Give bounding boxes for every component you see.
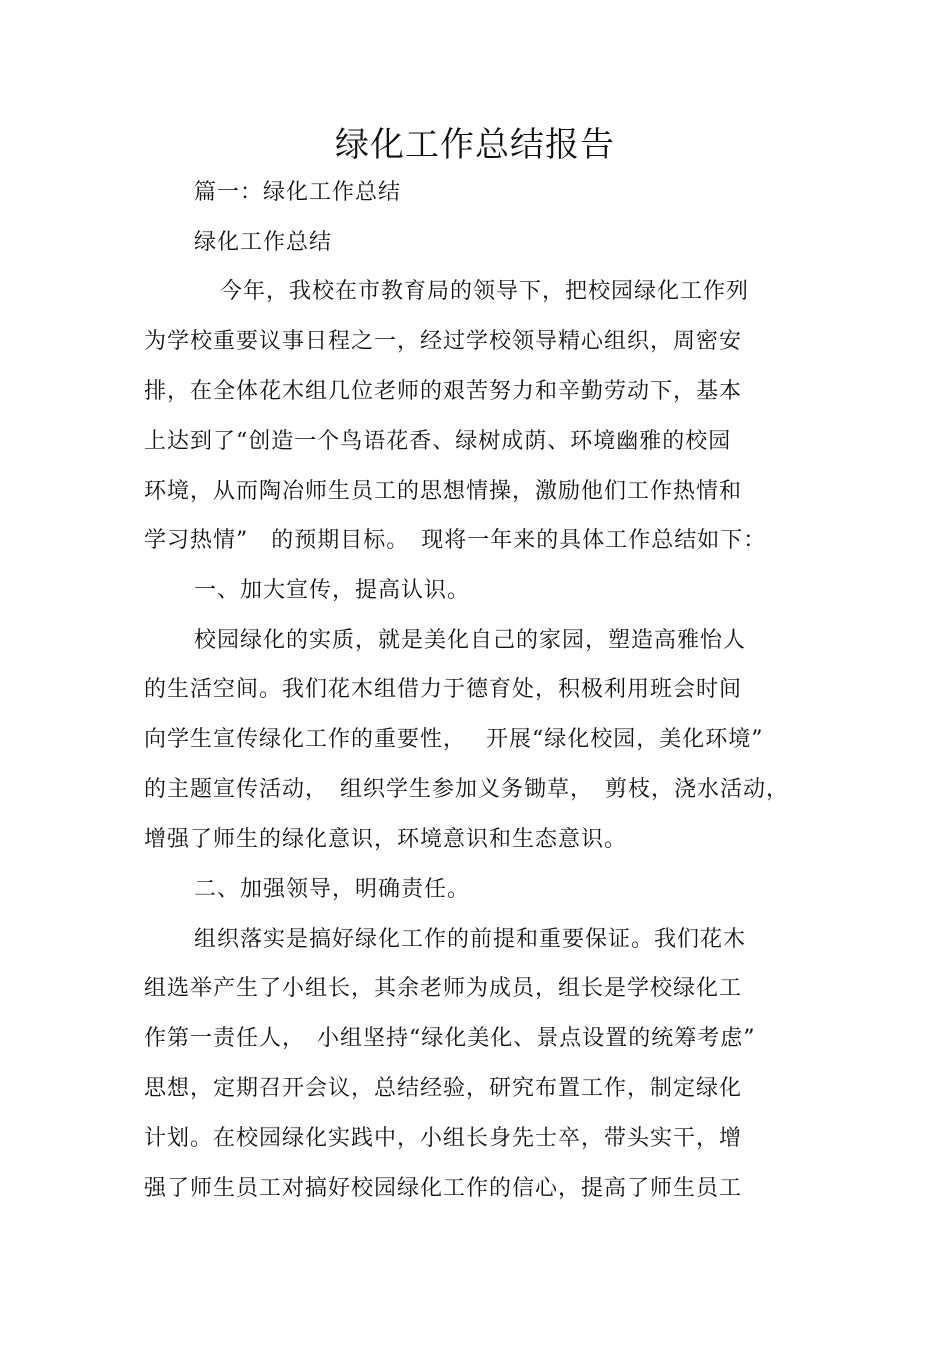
paragraph-line: 的主题宣传活动， 组织学生参加义务锄草， 剪枝，浇水活动， bbox=[144, 777, 790, 802]
paragraph-line: 的生活空间。我们花木组借力于德育处，积极利用班会时间 bbox=[144, 677, 743, 702]
paragraph-line: 学习热情” 的预期目标。 现将一年来的具体工作总结如下： bbox=[144, 528, 767, 553]
paragraph-line: 组选举产生了小组长，其余老师为成员，组长是学校绿化工 bbox=[144, 976, 743, 1001]
paragraph-line: 排，在全体花木组几位老师的艰苦努力和辛勤劳动下，基本 bbox=[144, 379, 743, 404]
paragraph-line: 增强了师生的绿化意识，环境意识和生态意识。 bbox=[144, 827, 628, 852]
paragraph-line: 向学生宣传绿化工作的重要性， 开展“绿化校园，美化环境” bbox=[144, 727, 764, 752]
paragraph-line: 校园绿化的实质，就是美化自己的家园，塑造高雅怡人 bbox=[194, 628, 747, 653]
paragraph-line: 思想，定期召开会议，总结经验，研究布置工作，制定绿化 bbox=[144, 1076, 743, 1101]
paragraph-line: 为学校重要议事日程之一，经过学校领导精心组织，周密安 bbox=[144, 329, 743, 354]
paragraph-line: 组织落实是搞好绿化工作的前提和重要保证。我们花木 bbox=[194, 927, 747, 952]
paragraph-line: 强了师生员工对搞好校园绿化工作的信心，提高了师生员工 bbox=[144, 1176, 743, 1201]
section-heading: 一、加大宣传，提高认识。 bbox=[194, 578, 471, 603]
document-title: 绿化工作总结报告 bbox=[335, 125, 615, 165]
subheading: 绿化工作总结 bbox=[194, 230, 333, 255]
section-heading: 篇一：绿化工作总结 bbox=[194, 180, 402, 205]
paragraph-line: 计划。在校园绿化实践中，小组长身先士卒，带头实干，增 bbox=[144, 1126, 743, 1151]
paragraph-line: 上达到了“创造一个鸟语花香、绿树成荫、环境幽雅的校园 bbox=[144, 429, 732, 454]
paragraph-line: 作第一责任人， 小组坚持“绿化美化、景点设置的统筹考虑” bbox=[144, 1026, 756, 1051]
paragraph-line: 环境，从而陶冶师生员工的思想情操，激励他们工作热情和 bbox=[144, 479, 743, 504]
section-heading: 二、加强领导，明确责任。 bbox=[194, 877, 471, 902]
paragraph-line: 今年，我校在市教育局的领导下，把校园绿化工作列 bbox=[220, 279, 750, 304]
